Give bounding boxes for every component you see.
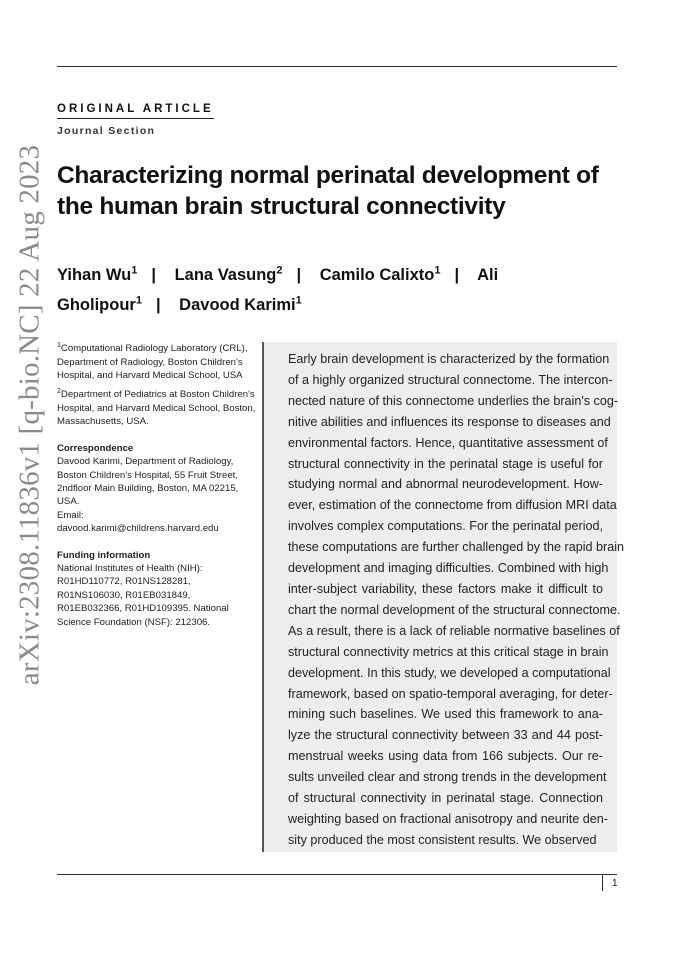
abstract-line: inter-subject variability, these factors make it difficult to	[288, 581, 603, 596]
author: Ali Gholipour$^1$	[57, 265, 499, 314]
author: Camilo Calixto$^1$	[319, 264, 441, 284]
correspondence-text: Davood Karimi, Department of Radiology, Boston Children's Hospital, 55 Fruit Street, 2ndfloor Main Building, Boston, MA 02215, USA.	[57, 456, 239, 508]
journal-section: Journal Section	[57, 125, 156, 137]
page-number: 1	[602, 875, 618, 891]
abstract-box	[262, 342, 625, 852]
abstract-line: As a result, there is a lack of reliable normative baselines of	[288, 623, 620, 638]
abstract-line: menstrual weeks using data from 166 subjects. Our re-	[288, 749, 603, 764]
abstract-line: nected nature of this connectome underlies the brain's cog-	[288, 393, 619, 408]
footer-rule	[57, 874, 617, 875]
author-list: Yihan Wu$^1$ | Lana Vasung$^2$ | Camilo Calixto$^1$ | Ali Gholipour$^1$ | Davood Karimi$^1$	[57, 264, 499, 314]
abstract-line: framework, based on spatio-temporal averaging, for deter-	[288, 686, 613, 701]
correspondence-heading: Correspondence	[57, 442, 134, 454]
abstract-line: ever, estimation of the connectome from diffusion MRI data	[288, 498, 617, 513]
abstract-line: mining such baselines. We used this framework to ana-	[288, 707, 603, 722]
abstract-line: structural connectivity in the perinatal stage is useful for	[288, 456, 603, 471]
abstract-line: chart the normal development of the structural connectome.	[288, 602, 621, 617]
affiliation: $^1$Computational Radiology Laboratory (CRL), Department of Radiology, Boston Children's Hospital, and Harvard Medical School, USA	[57, 342, 248, 381]
article-type: ORIGINAL ARTICLE	[57, 103, 214, 119]
abstract-line: environmental factors. Hence, quantitative assessment of	[288, 435, 608, 450]
abstract-line: weighting based on fractional anisotropy and neurite den-	[288, 811, 608, 826]
abstract-line: sity produced the most consistent results. We observed	[288, 832, 597, 847]
author: Yihan Wu$^1$	[57, 264, 138, 284]
author: Lana Vasung$^2$	[174, 264, 283, 284]
arxiv-stamp: arXiv:2308.11836v1 [q-bio.NC] 22 Aug 2023	[13, 144, 46, 686]
abstract-line: studying normal and abnormal neurodevelopment. How-	[288, 477, 603, 492]
abstract-line: Early brain development is characterized by the formation	[288, 352, 610, 366]
affiliation: $^2$Department of Pediatrics at Boston Children's Hospital, and Harvard Medical School, Boston, Massachusetts, USA.	[57, 388, 256, 428]
abstract-line: of a highly organized structural connectome. The intercon-	[288, 372, 613, 387]
author: Davood Karimi$^1$	[179, 294, 302, 314]
front-matter-sidebar	[57, 339, 257, 629]
paper-title: Characterizing normal perinatal development of the human brain structural connectivity	[57, 162, 599, 220]
header-rule	[57, 66, 617, 67]
email-label: Email:	[57, 509, 84, 521]
abstract-line: sults unveiled clear and strong trends in the development	[288, 770, 607, 785]
abstract-line: nitive abilities and influences its response to diseases and	[288, 414, 611, 429]
abstract-line: of structural connectivity in perinatal stage. Connection	[288, 791, 603, 806]
funding-text: National Institutes of Health (NIH): R01HD110772, R01NS128281, R01NS106030, R01EB031849, R01EB032366, R01HD109395. National Science Foundation (NSF): 212306.	[57, 563, 229, 628]
abstract-line: development. In this study, we developed a computational	[288, 665, 611, 680]
abstract-line: development and imaging difficulties. Combined with high	[288, 561, 609, 576]
abstract-line: structural connectivity metrics at this critical stage in brain	[288, 644, 609, 659]
abstract-line: involves complex computations. For the perinatal period,	[288, 519, 604, 534]
funding-heading: Funding information	[57, 549, 151, 561]
abstract-line: these computations are further challenged by the rapid brain	[288, 540, 625, 555]
email-link[interactable]: davood.karimi@childrens.harvard.edu	[57, 523, 219, 535]
abstract-line: lyze the structural connectivity between 33 and 44 post-	[288, 728, 603, 743]
